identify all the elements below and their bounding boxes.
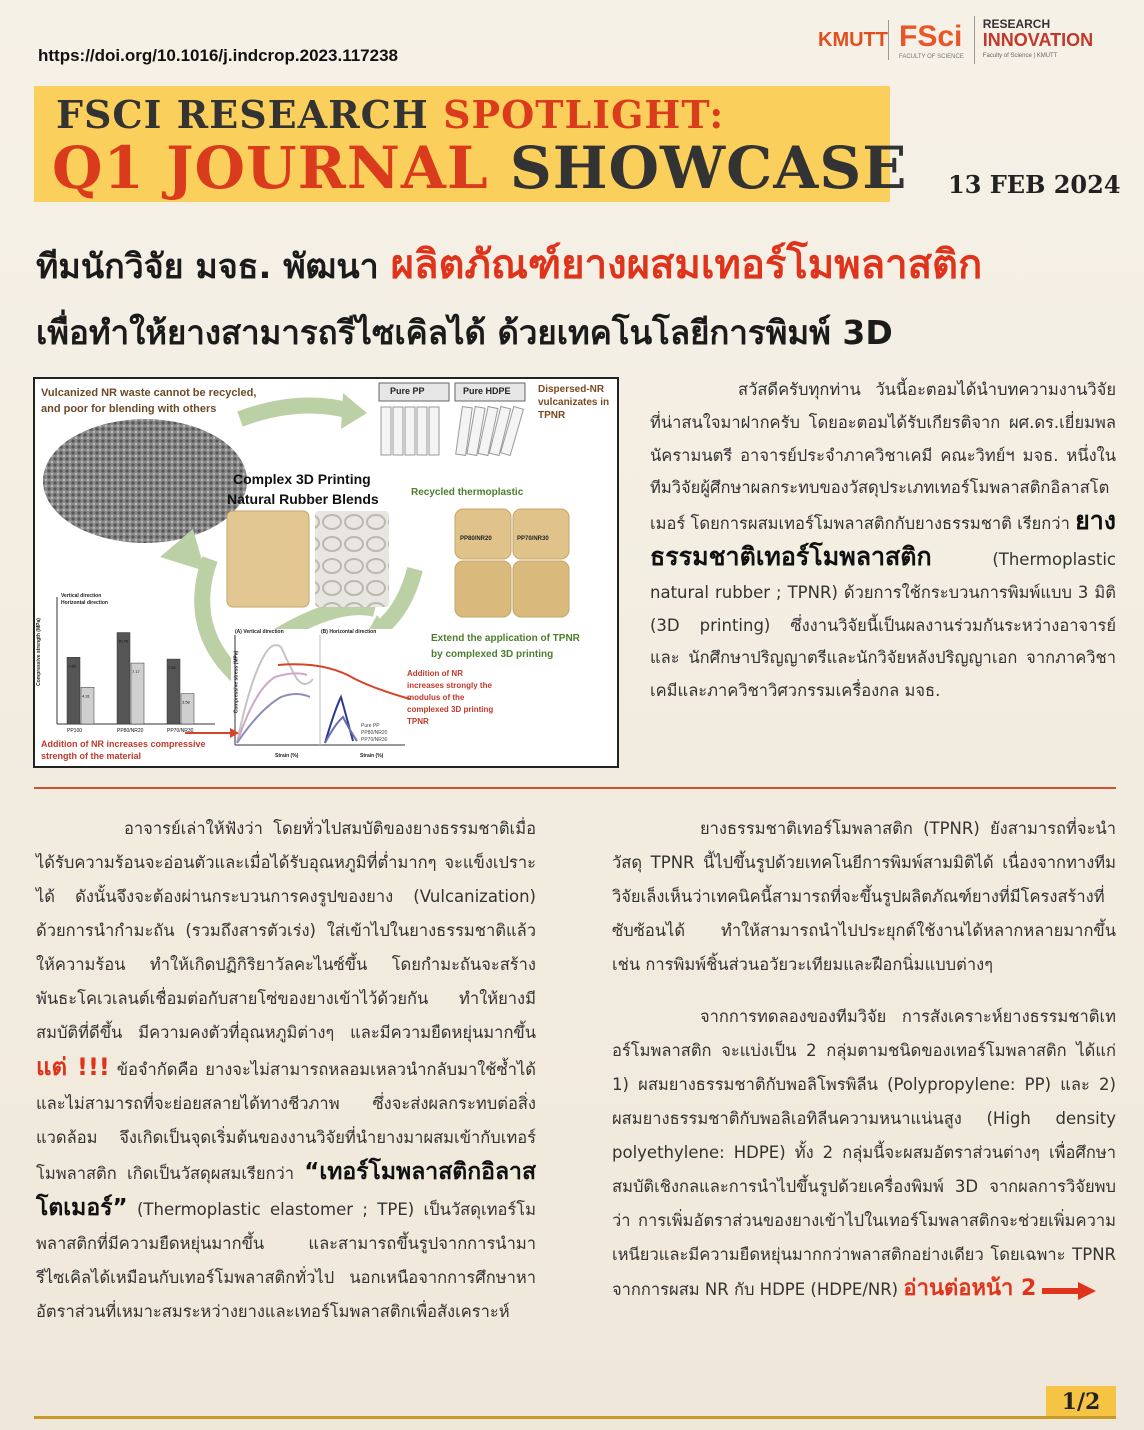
right-text-2: จากการทดลองของทีมวิจัย การสังเคราะห์ยางธรรมชาติเทอร์โมพลาสติก จะแบ่งเป็น 2 กลุ่มตามชนิดของเทอร์โมพลาสติก ได้แก่ 1) ผสมยางธรรมชาติกับพอลิโพรพิลีน (Polypropylene: PP) และ 2) ผสมยางธรรมชาติกับพอลิเอทิลีนความหนาแน่นสูง (High density polyethylene: HDPE) ทั้ง 2 กลุ่มนี้จะผสมอัตราส่วนต่างๆ เพื่อศึกษาสมบัติเชิงกลและการนำไปขึ้นรูปด้วยเครื่องพิมพ์ 3D จากผลการวิจัยพบว่า การเพิ่มอัตราส่วนของยางเข้าไปในเทอร์โมพลาสติกจะช่วยเพิ่มความเหนียวและมีความยืดหยุ่นมากกว่าพลาสติกอย่างเดียว โดยเฉพาะ TPNR จากการผสม NR กับ HDPE (HDPE/NR) [612, 1007, 1116, 1299]
banner-line2 [52, 134, 907, 202]
fig-xlabel-b: Strain (%) [360, 753, 384, 759]
intro-text-1: สวัสดีครับทุกท่าน วันนี้อะตอมได้นำบทความงานวิจัยที่น่าสนใจมาฝากครับ โดยอะตอมได้รับเกียรติจาก ผศ.ดร.เยี่ยมพล นัครามนตรี อาจารย์ประจำภาควิชาเคมี คณะวิทย์ฯ มจธ. หนึ่งในทีมวิจัยผู้ศึกษาผลกระทบของวัสดุประเภทเทอร์โมพลาสติกอิลาสโตเมอร์ โดยการผสมเทอร์โมพลาสติกกับยางธรรมชาติ เรียกว่า [650, 380, 1116, 534]
cube-2 [513, 509, 569, 559]
fsci-logo-text: FSci [899, 20, 963, 53]
left-warning: แต่ !!! [36, 1053, 110, 1081]
fig-xlabel-a: Strain (%) [275, 753, 299, 759]
banner-line1-b: SPOTLIGHT: [443, 92, 725, 137]
fsci-logo [888, 20, 964, 60]
fig-bottom-1: Addition of NR increases compressive [41, 739, 206, 749]
fig-center-2: Natural Rubber Blends [227, 491, 379, 507]
kmutt-logo: KMUTT [818, 29, 888, 51]
fsci-logo-sub: FACULTY OF SCIENCE [899, 54, 964, 60]
fig-recycled: Recycled thermoplastic [411, 487, 524, 498]
bar-chart [67, 633, 194, 734]
bottom-rule [34, 1416, 1116, 1419]
bar-label-horizontal-1: 7.17 [132, 669, 140, 675]
fig-addition-2: increases strongly the [407, 681, 492, 690]
bar-label-horizontal-0: 4.31 [82, 693, 90, 699]
left-text-3: (Thermoplastic elastomer ; TPE) เป็นวัสดุเทอร์โมพลาสติกที่มีความยืดหยุ่นมากขึ้น และสามารถขึ้นรูปจากการนำมารีไซเคิลได้เหมือนกับเทอร์โมพลาสติกทั่วไป นอกเหนือจากการศึกษาหาอัตราส่วนที่เหมาะสมระหว่างยางและเทอร์โมพลาสติกเพื่อสังเคราะห์ [36, 1200, 536, 1321]
arrow-top [240, 406, 350, 419]
arrow-top-head [341, 393, 367, 429]
right-paragraph-1 [612, 812, 1116, 982]
banner-line1 [56, 92, 724, 137]
ri-line1: RESEARCH [982, 17, 1051, 31]
doi-link[interactable]: https://doi.org/10.1016/j.indcrop.2023.117238 [38, 46, 398, 65]
read-more-link[interactable]: อ่านต่อหน้า 2 [903, 1276, 1037, 1301]
bar-horizontal-2 [181, 694, 194, 724]
cube-1 [455, 509, 511, 559]
fig-extend-2: by complexed 3D printing [431, 649, 554, 660]
fig-text-2: and poor for blending with others [41, 403, 217, 415]
cube-4 [513, 561, 569, 617]
hdpe-strips [456, 406, 524, 455]
ri-line3: Faculty of Science | KMUTT [982, 53, 1058, 59]
right-paragraph-2 [612, 1000, 1116, 1307]
fig-pure-hdpe: Pure HDPE [463, 386, 511, 396]
fig-line-legend-3: PP70/NR30 [361, 737, 388, 743]
bar-label-vertical-2: 7.64 [168, 665, 176, 671]
fig-pp80: PP80/NR20 [460, 536, 492, 542]
spotlight-banner [34, 86, 908, 202]
pp-strips [381, 407, 439, 455]
fig-legend-vertical: Vertical direction [61, 593, 102, 599]
fig-panel-b: (B) Horizontal direction [321, 629, 377, 635]
bar-category-0: PP100 [67, 728, 83, 734]
fig-line-legend-1: Pure PP [361, 723, 380, 729]
bar-label-horizontal-2: 3.58 [182, 699, 190, 705]
intro-highlight: ยางธรรมชาติเทอร์โมพลาสติก [650, 506, 1117, 571]
fig-addition-4: complexed 3D printing [407, 705, 494, 714]
left-text-2: ข้อจำกัดคือ ยางจะไม่สามารถหลอมเหลวนำกลับมาใช้ซ้ำได้และไม่สามารถที่จะย่อยสลายได้ทางชีวภาพ ซึ่งจะส่งผลกระทบต่อสิ่งแวดล้อม จึงเกิดเป็นจุดเริ่มต้นของงานวิจัยที่นำยางมาผสมเข้ากับเทอร์โมพลาสติก เกิดเป็นวัสดุผสมเรียกว่า [36, 1060, 536, 1183]
fig-pure-pp: Pure PP [390, 386, 425, 396]
cube-3 [455, 561, 511, 617]
banner-line2-a: Q1 JOURNAL [52, 134, 489, 202]
fig-panel-a: (A) Vertical direction [235, 629, 284, 635]
fig-pp70: PP70/NR30 [517, 536, 549, 542]
left-highlight: “เทอร์โมพลาสติกอิลาสโตเมอร์” [36, 1159, 536, 1221]
left-column [36, 812, 536, 1329]
fig-addition-5: TPNR [407, 717, 429, 726]
intro-paragraph [650, 374, 1116, 708]
headline-line1-b: ผลิตภัณฑ์ยางผสมเทอร์โมพลาสติก [390, 242, 983, 288]
right-column [612, 812, 1116, 1307]
bar-category-2: PP70/NR30 [167, 728, 194, 734]
fig-addition-3: modulus of the [407, 693, 465, 702]
fig-text-1: Vulcanized NR waste cannot be recycled, [41, 387, 257, 399]
fig-ylabel-stress: Compressive stress (MPa) [233, 650, 240, 714]
fig-center-1: Complex 3D Printing [233, 471, 371, 487]
rubber-granules [43, 419, 247, 543]
fig-ylabel-bar: Compressive strength (MPa) [35, 618, 42, 686]
left-text-1: อาจารย์เล่าให้ฟังว่า โดยทั่วไปสมบัติของยางธรรมชาติเมื่อได้รับความร้อนจะอ่อนตัวและเมื่อได้รับอุณหภูมิที่ต่ำมากๆ จะแข็งเปราะได้ ดังนั้นจึงจะต้องผ่านกระบวนการคงรูปของยาง (Vulcanization) ด้วยการนำกำมะถัน (รวมถึงสารตัวเร่ง) ใส่เข้าไปในยางธรรมชาติแล้วให้ความร้อน ทำให้เกิดปฏิกิริยาวัลคะไนซ์ขึ้น โดยกำมะถันจะสร้างพันธะโคเวเลนต์เชื่อมต่อกับสายโซ่ของยางเข้าไว้ด้วยกัน ทำให้ยางมีสมบัติที่ดีขึ้น มีความคงตัวที่อุณหภูมิต่างๆ และมีความยืดหยุ่นมากขึ้น [36, 819, 536, 1042]
logo-group [818, 8, 1118, 72]
read-more-arrow-icon[interactable] [1042, 1282, 1096, 1300]
headline-line1 [36, 232, 982, 296]
fig-extend-1: Extend the application of TPNR [431, 633, 580, 644]
bar-vertical-1 [117, 633, 130, 724]
bar-label-vertical-1: 10.76 [118, 638, 129, 644]
banner-line2-b: SHOWCASE [509, 134, 908, 202]
headline-line1-a: ทีมนักวิจัย มจธ. พัฒนา [36, 247, 379, 287]
page-number: 1/2 [1046, 1386, 1116, 1418]
fig-dispersed: Dispersed-NR vulcanizates in TPNR [538, 384, 610, 421]
bar-category-1: PP80/NR20 [117, 728, 144, 734]
ri-line2: INNOVATION [982, 30, 1094, 50]
fig-addition-1: Addition of NR [407, 669, 463, 678]
publish-date: 13 FEB 2024 [948, 170, 1121, 199]
intro-text-2: (Thermoplastic natural rubber ; TPNR) ด้วยการใช้กระบวนการพิมพ์แบบ 3 มิติ (3D printing) ซึ่งงานวิจัยนี้เป็นผลงานร่วมกันระหว่างอาจารย์และ นักศึกษาปริญญาตรีและนักวิจัยหลังปริญญาเอก จากภาควิชาเคมีและภาควิชาวิศวกรรมเครื่องกล มจธ. [650, 549, 1116, 701]
fig-bottom-2: strength of the material [41, 751, 142, 761]
fig-line-legend-2: PP80/NR20 [361, 730, 388, 736]
printed-lattice [315, 511, 389, 607]
graphical-abstract [33, 377, 619, 768]
headline-line2: เพื่อทำให้ยางสามารถรีไซเคิลได้ ด้วยเทคโนโลยีการพิมพ์ 3D [36, 313, 893, 352]
fig-legend-horizontal: Horizontal direction [61, 600, 108, 606]
graphical-abstract-svg [35, 379, 617, 766]
research-innovation-logo [974, 16, 1093, 64]
right-text-1: ยางธรรมชาติเทอร์โมพลาสติก (TPNR) ยังสามารถที่จะนำวัสดุ TPNR นี้ไปขึ้นรูปด้วยเทคโนยีการพิมพ์สามมิติได้ เนื่องจากทางทีมวิจัยเล็งเห็นว่าเทคนิคนี้สามารถที่จะขึ้นรูปผลิตภัณฑ์ยางที่มีโครงสร้างที่ซับซ้อนได้ ทำให้สามารถนำไปประยุกต์ใช้งานได้หลากหลายมากขึ้น เช่น การพิมพ์ชิ้นส่วนอวัยวะเทียมและฝือกนิ่มแบบต่างๆ [612, 819, 1116, 974]
section-divider [34, 787, 1116, 789]
banner-line1-a: FSCI RESEARCH [56, 92, 429, 137]
bar-label-vertical-0: 7.85 [68, 663, 76, 669]
printed-cube [227, 511, 309, 607]
